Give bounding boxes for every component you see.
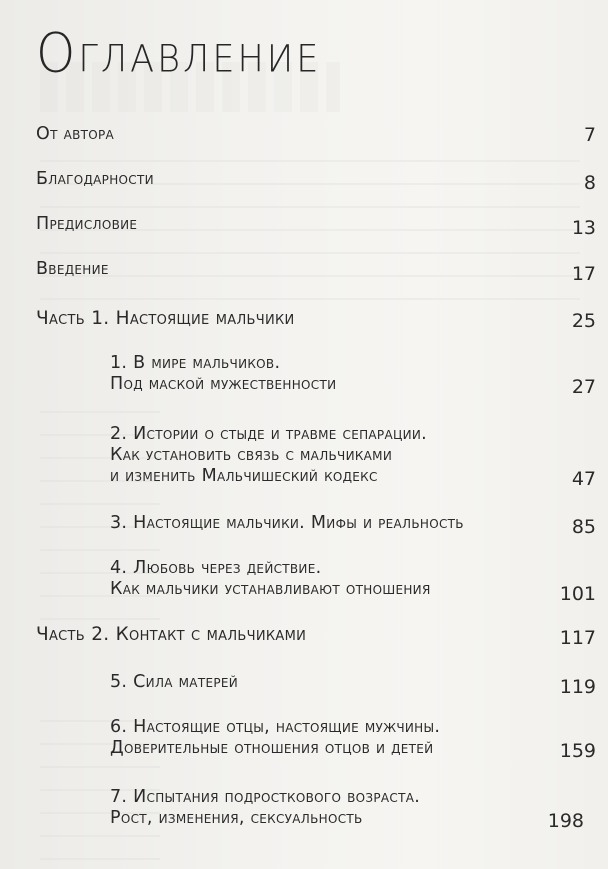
- toc-entry-text: От автора: [36, 124, 115, 144]
- toc-part-heading: [36, 308, 295, 329]
- toc-page-number: 117: [559, 627, 596, 649]
- toc-entry-text: Рост, изменения, сексуальность: [110, 808, 363, 828]
- toc-page-number: 198: [547, 810, 584, 832]
- toc-page-number: 47: [571, 468, 596, 490]
- toc-page-number: 17: [571, 263, 596, 285]
- toc-entry: [110, 513, 464, 534]
- toc-page-number: 13: [571, 217, 596, 239]
- toc-entry: [36, 259, 109, 280]
- toc-entry-text: Под маской мужественности: [110, 374, 337, 394]
- toc-entry: [110, 717, 440, 759]
- toc-entry: [36, 214, 137, 235]
- toc-page-number: 85: [571, 516, 596, 538]
- toc-part-heading: [36, 624, 306, 645]
- toc-entry: [110, 353, 336, 395]
- toc-page-number: 101: [559, 583, 596, 605]
- toc-page-number: 159: [559, 740, 596, 762]
- toc-page-number: 7: [583, 124, 596, 146]
- toc-page-number: 8: [583, 172, 596, 194]
- toc-page-number: 27: [571, 376, 596, 398]
- toc-entry-text: 1. В мире мальчиков.: [110, 353, 281, 373]
- toc-entry-text: 3. Настоящие мальчики. Мифы и реальность: [110, 513, 464, 533]
- toc-entry-text: Предисловие: [36, 214, 138, 234]
- toc-entry: [110, 558, 431, 600]
- page-title: Оглавление: [36, 22, 322, 85]
- toc-entry: [36, 169, 154, 190]
- toc-page-number: 119: [559, 676, 596, 698]
- toc-entry-text: Как установить связь с мальчиками: [110, 445, 393, 465]
- toc-entry-text: 5. Сила матерей: [110, 672, 239, 692]
- toc-entry-text: 4. Любовь через действие.: [110, 558, 322, 578]
- toc-entry-text: Часть 2. Контакт с мальчиками: [36, 624, 307, 645]
- toc-entry-text: Благодарности: [36, 169, 154, 189]
- toc-entry: [36, 124, 114, 145]
- toc-page-number: 25: [571, 310, 596, 332]
- toc-entry-text: 2. Истории о стыде и травме сепарации.: [110, 424, 427, 444]
- toc-entry: [110, 787, 420, 829]
- toc-entry-text: 7. Испытания подросткового возраста.: [110, 787, 421, 807]
- toc-entry-text: Доверительные отношения отцов и детей: [110, 738, 434, 758]
- toc-entry-text: Часть 1. Настоящие мальчики: [36, 308, 295, 329]
- toc-entry-text: Введение: [36, 259, 109, 279]
- toc-entry-text: 6. Настоящие отцы, настоящие мужчины.: [110, 717, 441, 737]
- toc-entry-text: Как мальчики устанавливают отношения: [110, 579, 431, 599]
- toc-entry: [110, 424, 427, 487]
- toc-entry: [110, 672, 238, 693]
- toc-entry-text: и изменить Мальчишеский кодекс: [110, 466, 378, 486]
